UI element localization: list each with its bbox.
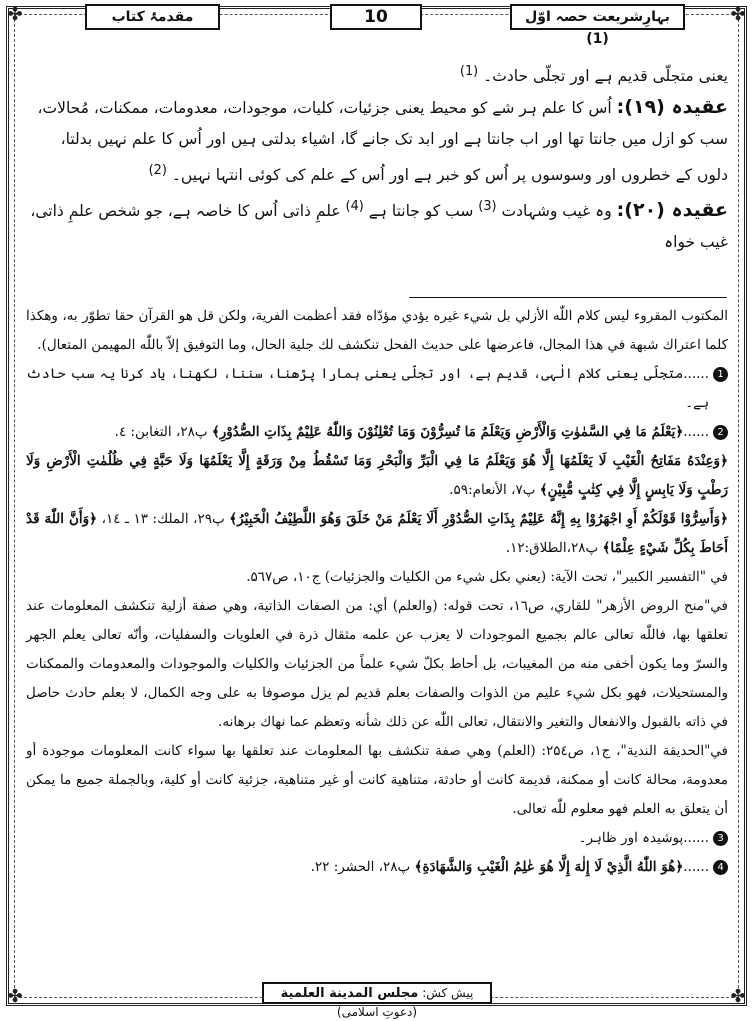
footnote-2: 2 ......﴿يَعْلَمُ مَا فِي السَّمٰوٰتِ وَالْأَرْضِ وَيَعْلَمُ مَا تُسِرُّوْنَ وَمَا تُعْلِنُوْنَ وَاللّٰهُ عَلِيْمٌ بِذَاتِ الصُّدُوْرِ﴾ پ۲۸، التغابن: ٤. bbox=[26, 418, 728, 447]
publisher-box bbox=[262, 982, 492, 1019]
aqeeda-20: عقیدہ (۲۰): وہ غیب وشہادت $^{(3)}$ سب کو جانتا ہے $^{(4)}$ علمِ ذاتی اُس کا خاصہ ہے، جو شخص علمِ ذاتی، غیب خواہ bbox=[30, 199, 728, 252]
footnote-4: 4 ......﴿هُوَ اللّٰهُ الَّذِيْ لَا إِلٰهَ إِلَّا هُوَ عٰلِمُ الْغَيْبِ وَالشَّهَادَةِ﴾ پ۲۸، الحشر: ۲۲. bbox=[26, 853, 728, 882]
footnote-3: 3 ......پوشیدہ اور ظاہر۔ bbox=[26, 824, 728, 853]
aqeeda-19-title: عقیدہ (۱۹): bbox=[616, 96, 728, 119]
verse-reference: پ۲۸، الحشر: ۲۲. bbox=[310, 859, 411, 875]
corner-ornament-icon: ✤ bbox=[730, 4, 746, 25]
footnote-number-badge: 1 bbox=[713, 367, 728, 382]
footnote-2-verse-3: ﴿وَأَسِرُّوْا قَوْلَكُمْ أَوِ اجْهَرُوْا بِهِ إِنَّهُ عَلِيْمٌ بِذَاتِ الصُّدُوْرِ أَلَا يَعْلَمُ مَنْ خَلَقَ وَهُوَ اللَّطِيْفُ الْخَبِيْرُ﴾ پ۲۹، الملك: ۱۳ ـ ۱٤، ﴿وَأَنَّ اللّٰهَ قَدْ أَحَاطَ بِكُلِّ شَيْءٍ عِلْمًا﴾ پ۲۸،الطلاق:۱۲. bbox=[26, 511, 728, 556]
aqeeda-19 bbox=[26, 92, 728, 191]
footnote-divider bbox=[409, 297, 727, 298]
footnote-1-text: متجلّی یعنی کلام الٰہی، قدیم ہے، اور تجلّی یعنی ہمارا پڑھنا، سننا، لکھنا، یاد کرنا یہ سب حادث ہے۔ bbox=[26, 366, 709, 411]
paragraph-intro: یعنی متجلّی قدیم ہے اور تجلّی حادث۔ $^{(1)}$ bbox=[459, 64, 728, 86]
footnote-number-badge: 4 bbox=[713, 860, 728, 875]
footnote-ref: (3) bbox=[478, 199, 497, 215]
verse-reference: پ۲۸، التغابن: ٤. bbox=[114, 424, 208, 440]
verse-reference: پ۲۸،الطلاق:۱۲. bbox=[505, 540, 599, 556]
footnote-1: 1 ......متجلّی یعنی کلام الٰہی، قدیم ہے، اور تجلّی یعنی ہمارا پڑھنا، سننا، لکھنا، یاد کرنا یہ سب حادث ہے۔ bbox=[26, 360, 728, 418]
note-hadiqa: في"الحديقة الندية"، ج۱، ص۲۵٤: (العلم) وهي صفة تنكشف بها المعلومات عند تعلقها بها سواء كانت المعلومات موجودة أو معدومة، محالة كانت أو ممكنة، قديمة كانت أو حادثة، متناهية كانت أو غير متناهية، جزئية كانت أو كلية، وبالجملة جميع ما يمكن أن يتعلق به العلم فهو معلوم للّٰه تعالى. bbox=[26, 743, 728, 817]
corner-ornament-icon: ✤ bbox=[730, 986, 746, 1007]
page-number: 10 bbox=[330, 4, 422, 30]
corner-ornament-icon: ✤ bbox=[7, 986, 23, 1007]
footnote-2-verse-2: ﴿وَعِنْدَهُ مَفَاتِحُ الْغَيْبِ لَا يَعْلَمُهَا إِلَّا هُوَ وَيَعْلَمُ مَا فِي الْبَرِّ وَالْبَحْرِ وَمَا تَسْقُطُ مِنْ وَرَقَةٍ إِلَّا يَعْلَمُهَا وَلَا حَبَّةٍ فِي ظُلُمٰتِ الْأَرْضِ وَلَا رَطْبٍ وَلَا يَابِسٍ إِلَّا فِي كِتٰبٍ مُّبِيْنٍ﴾ پ۷، الأنعام:۵۹. bbox=[26, 453, 728, 498]
corner-ornament-icon: ✤ bbox=[7, 4, 23, 25]
footnote-ref: (2) bbox=[148, 163, 167, 179]
footnote-ref: (1) bbox=[459, 64, 479, 79]
publisher-name: مجلس المدينة العلمية bbox=[280, 986, 419, 1001]
page-footer bbox=[0, 982, 753, 1019]
verse-reference: پ۷، الأنعام:۵۹. bbox=[449, 482, 536, 498]
verse-reference: پ۲۹، الملك: ۱۳ ـ ۱٤، bbox=[101, 511, 225, 527]
footnote-number-badge: 3 bbox=[713, 831, 728, 846]
note-tafsir: في "التفسير الكبير"، تحت الآية: (يعني بكل شيء من الكليات والجزئيات) ج۱۰، ص۵٦٧. bbox=[246, 569, 728, 585]
footnotes bbox=[26, 302, 728, 882]
page-header bbox=[0, 4, 753, 47]
note-intro: المكتوب المقروء ليس كلام اللّٰه الأزلي بل شيء غيره يؤدي مؤدّاه فقد أعظمت الفرية، ولكن قل هو القرآن حقا تطوّر به، وهكذا كلما اعتراك شبهة في هذا المجال، فاعرضها على حديث الفحل تنكشف لك جلية الحال، وما التوفيق إلاّ باللّٰه المهيمن المتعال). bbox=[26, 308, 728, 353]
footnote-number-badge: 2 bbox=[713, 425, 728, 440]
footnote-ref: (4) bbox=[345, 199, 364, 215]
quran-verse: ﴿يَعْلَمُ مَا فِي السَّمٰوٰتِ وَالْأَرْضِ وَيَعْلَمُ مَا تُسِرُّوْنَ وَمَا تُعْلِنُوْنَ وَاللّٰهُ عَلِيْمٌ بِذَاتِ الصُّدُوْرِ﴾ bbox=[211, 424, 684, 440]
section-title: مقدمۂ کتاب bbox=[85, 4, 220, 30]
note-minah: في"منح الروض الأزهر" للقاري، ص١٦، تحت قوله: (والعلم) أي: من الصفات الذاتية، وهي صفة أزلية تنكشف المعلومات عند تعلقها بها، فاللّٰه تعالى عالم بجميع الموجودات لا يعزب عن علمه مثقال ذرة في العلويات والسفليات، وأنّه تعالى يعلم الجهر والسرّ وما يكون أخفى منه من المغيبات، بل أحاط بكلّ شيء علماً من الجزئيات والكليات والموجودات والمعدومات والممكنات والمستحيلات، فهو بكل شيء عليم من الذوات والصفات بعلم قديم لم يزل موصوفا به على وجه الكمال، لا بعلم حادث حاصل في ذاته بالقبول والانفعال والتغير والانتقال، تعالى اللّٰه عن ذلك شأنه وتعظم عما نهاك برهانه. bbox=[26, 598, 728, 730]
aqeeda-19-text: اُس کا علم ہر شے کو محیط یعنی جزئیات، کلیات، موجودات، معدومات، ممکنات، مُحالات، سب کو ازل میں جانتا تھا اور اب جانتا ہے اور ابد تک جانے گا، اشیاء بدلتی ہیں اور اُس کا علم نہیں بدلتا، دلوں کے خطروں اور وسوسوں پر اُس کو خبر ہے اور اُس کے علم کی کوئی انتہا نہیں۔ bbox=[37, 99, 728, 185]
quran-verse: ﴿هُوَ اللّٰهُ الَّذِيْ لَا إِلٰهَ إِلَّا هُوَ عٰلِمُ الْغَيْبِ وَالشَّهَادَةِ﴾ bbox=[414, 859, 684, 875]
footnote-3-text: پوشیدہ اور ظاہر۔ bbox=[578, 830, 684, 846]
organization-name: (دعوتِ اسلامی) bbox=[336, 1005, 418, 1019]
presenter-label: پیش کش: bbox=[422, 986, 474, 1000]
book-title: بہارِشریعت حصہ اوّل (1) bbox=[510, 4, 685, 30]
main-text bbox=[26, 56, 728, 258]
aqeeda-20-title: عقیدہ (۲۰): bbox=[616, 199, 728, 222]
